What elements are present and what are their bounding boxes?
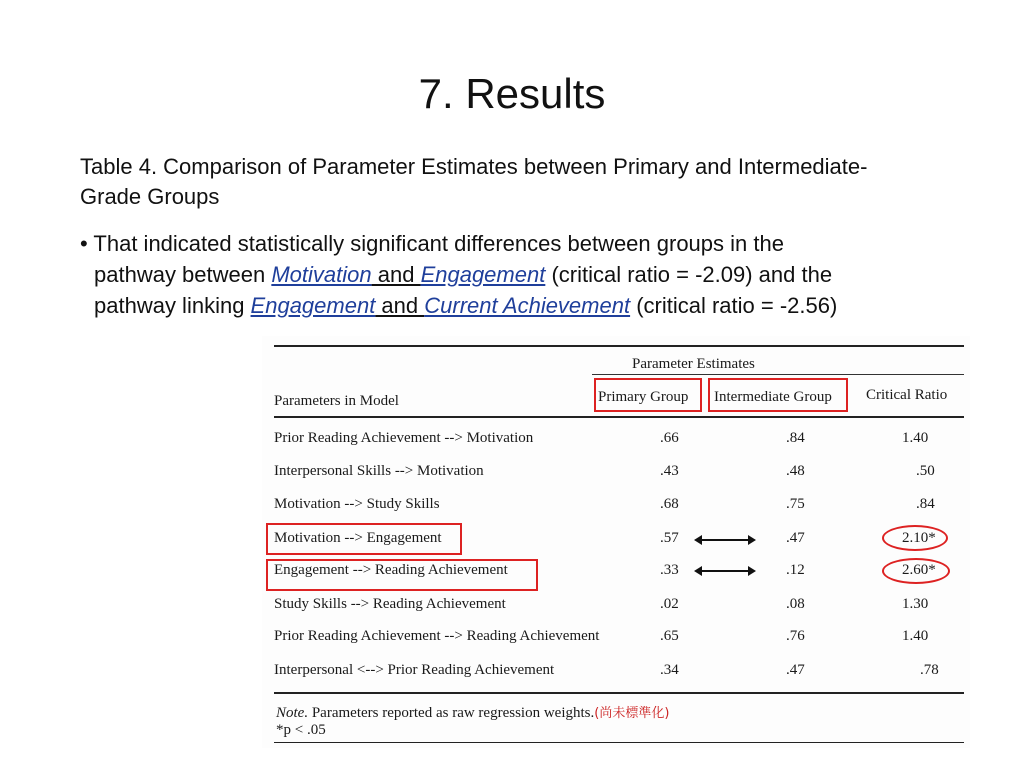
row-intermediate-value: .12 bbox=[786, 562, 805, 578]
row-critical-ratio: .84 bbox=[916, 496, 935, 512]
row-critical-ratio: 1.40 bbox=[902, 430, 929, 446]
row-critical-ratio: .78 bbox=[920, 662, 939, 678]
row-critical-ratio: 2.60* bbox=[902, 562, 936, 578]
critical-ratio-2-60-highlight-oval bbox=[882, 558, 950, 584]
row-intermediate-value: .84 bbox=[786, 430, 805, 446]
table-final-rule bbox=[274, 742, 964, 743]
parameters-column-header: Parameters in Model bbox=[274, 393, 399, 409]
row-parameter: Study Skills --> Reading Achievement bbox=[274, 596, 506, 612]
and-text-2: and bbox=[375, 293, 425, 318]
motivation-engagement-highlight-box bbox=[266, 523, 462, 555]
note-label: Note. bbox=[276, 705, 309, 721]
slide-title: 7. Results bbox=[418, 70, 606, 117]
critical-ratio-header: Critical Ratio bbox=[866, 387, 948, 403]
row-parameter: Motivation --> Engagement bbox=[274, 530, 442, 546]
primary-group-highlight-box bbox=[594, 378, 702, 412]
row-critical-ratio: .50 bbox=[916, 463, 935, 479]
table-row bbox=[274, 628, 964, 652]
row-primary-value: .43 bbox=[660, 463, 679, 479]
double-arrow-icon bbox=[696, 570, 754, 572]
significance-note: *p < .05 bbox=[276, 722, 326, 738]
row-primary-value: .34 bbox=[660, 662, 679, 678]
row-critical-ratio: 1.40 bbox=[902, 628, 929, 644]
row-intermediate-value: .08 bbox=[786, 596, 805, 612]
row-primary-value: .68 bbox=[660, 496, 679, 512]
bullet-text-3: (critical ratio = -2.09) and the bbox=[545, 262, 833, 287]
bullet-line-3 bbox=[80, 290, 1000, 321]
motivation-link[interactable]: Motivation bbox=[271, 262, 372, 287]
row-critical-ratio: 2.10* bbox=[902, 530, 936, 546]
table-row bbox=[274, 596, 964, 620]
row-primary-value: .02 bbox=[660, 596, 679, 612]
table-row bbox=[274, 662, 964, 686]
engagement-reading-highlight-box bbox=[266, 559, 538, 591]
row-intermediate-value: .47 bbox=[786, 530, 805, 546]
row-primary-value: .33 bbox=[660, 562, 679, 578]
row-intermediate-value: .75 bbox=[786, 496, 805, 512]
row-intermediate-value: .47 bbox=[786, 662, 805, 678]
table-note bbox=[276, 702, 669, 722]
double-arrow-icon bbox=[696, 539, 754, 541]
bullet-text-5: (critical ratio = -2.56) bbox=[630, 293, 838, 318]
row-parameter: Interpersonal Skills --> Motivation bbox=[274, 463, 484, 479]
row-parameter: Motivation --> Study Skills bbox=[274, 496, 440, 512]
row-primary-value: .66 bbox=[660, 430, 679, 446]
current-achievement-link[interactable]: Current Achievement bbox=[424, 293, 631, 318]
parameter-estimates-header: Parameter Estimates bbox=[632, 356, 755, 372]
row-intermediate-value: .76 bbox=[786, 628, 805, 644]
table-row bbox=[274, 496, 964, 520]
bullet-marker: • bbox=[80, 231, 88, 256]
bullet-line-2 bbox=[80, 259, 1000, 290]
result-bullet bbox=[80, 228, 1000, 321]
table-bottom-rule bbox=[274, 692, 964, 694]
and-text-1: and bbox=[371, 262, 421, 287]
note-text: Parameters reported as raw regression weights. bbox=[308, 705, 595, 721]
engagement-link-2[interactable]: Engagement bbox=[250, 293, 376, 318]
row-parameter: Engagement --> Reading Achievement bbox=[274, 562, 508, 578]
row-parameter: Prior Reading Achievement --> Reading Achievement bbox=[274, 628, 600, 644]
caption-line-2: Grade Groups bbox=[80, 184, 220, 209]
row-primary-value: .65 bbox=[660, 628, 679, 644]
bullet-text-4: pathway linking bbox=[94, 293, 251, 318]
row-parameter: Interpersonal <--> Prior Reading Achievement bbox=[274, 662, 555, 678]
note-unstandardized-annotation: (尚未標準化) bbox=[594, 706, 670, 721]
row-intermediate-value: .48 bbox=[786, 463, 805, 479]
caption-line-1: Table 4. Comparison of Parameter Estimates between Primary and Intermediate- bbox=[80, 154, 868, 179]
parameter-estimates-table bbox=[262, 336, 970, 748]
intermediate-group-highlight-box bbox=[708, 378, 848, 412]
intermediate-group-header: Intermediate Group bbox=[714, 389, 832, 405]
table-caption bbox=[80, 152, 1000, 212]
header-bottom-rule bbox=[274, 416, 964, 418]
bullet-text-2: pathway between bbox=[94, 262, 272, 287]
critical-ratio-2-10-highlight-oval bbox=[882, 525, 948, 551]
primary-group-header: Primary Group bbox=[598, 389, 689, 405]
row-parameter: Prior Reading Achievement --> Motivation bbox=[274, 430, 534, 446]
engagement-link-1[interactable]: Engagement bbox=[420, 262, 546, 287]
table-row bbox=[274, 430, 964, 454]
row-primary-value: .57 bbox=[660, 530, 679, 546]
bullet-text-1: That indicated statistically significant differences between groups in the bbox=[87, 231, 784, 256]
row-critical-ratio: 1.30 bbox=[902, 596, 929, 612]
group-header-rule bbox=[592, 374, 964, 375]
table-top-rule bbox=[274, 345, 964, 347]
table-row bbox=[274, 463, 964, 487]
